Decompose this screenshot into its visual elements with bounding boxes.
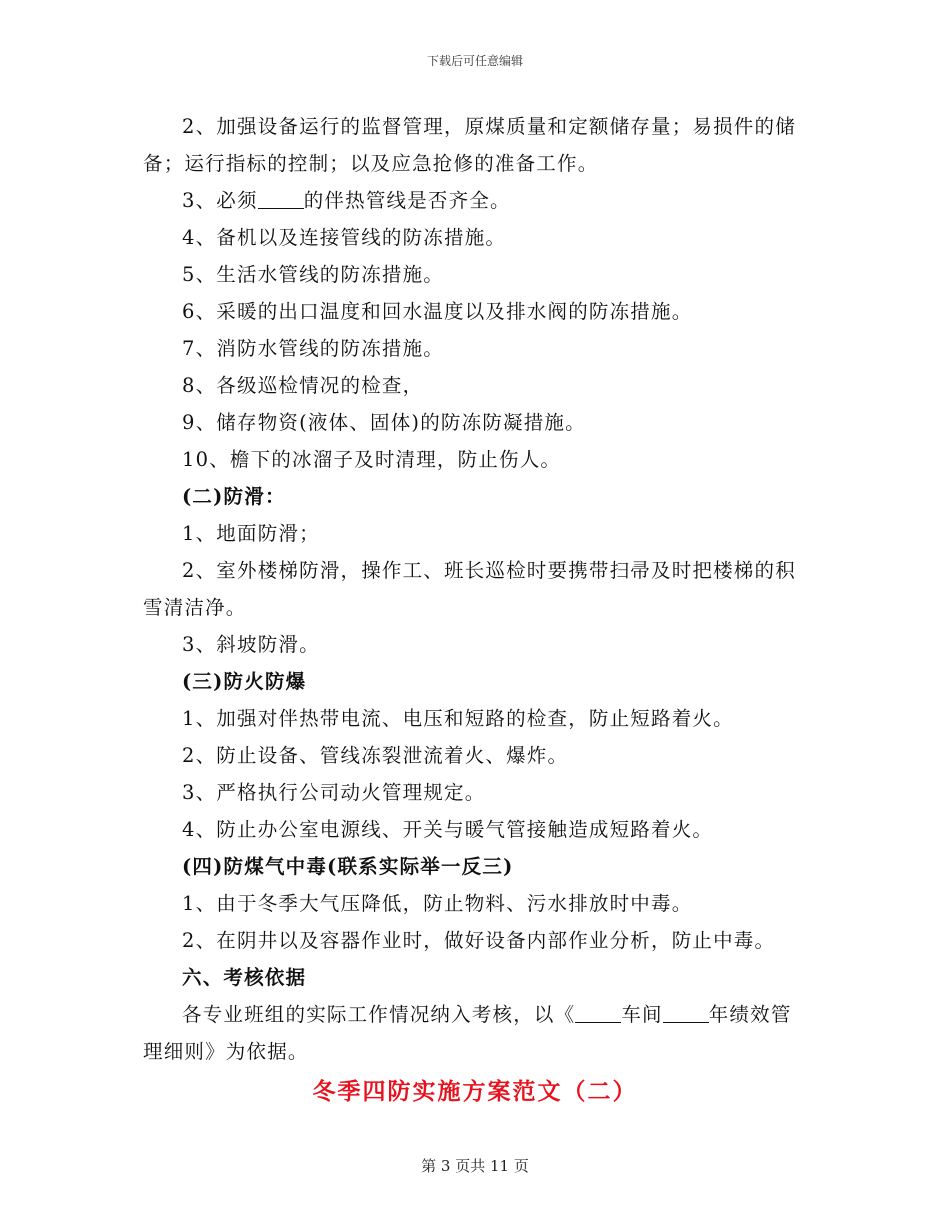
fill-in-blank [663,1002,709,1023]
section-heading-anti-slip: (二)防滑： [182,485,286,508]
paragraph-text: 的伴热管线是否齐全。 [303,189,511,212]
paragraph-item-4-standby: 4、备机以及连接管线的防冻措施。 [182,226,507,249]
paragraph-text: 3、必须 [182,189,258,212]
paragraph-item-5-water: 5、生活水管线的防冻措施。 [182,263,445,286]
paragraph-item-4-office: 4、防止办公室电源线、开关与暖气管接触造成短路着火。 [182,818,714,841]
page-footer: 第 3 页共 11 页 [421,1157,529,1175]
paragraph-item-2-equipment: 2、加强设备运行的监督管理，原煤质量和定额储存量；易损件的储备；运行指标的控制；以及应急抢修的准备工作。 [143,115,796,175]
fill-in-blank [575,1002,621,1023]
document-body [143,108,808,1070]
paragraph-item-2-leak: 2、防止设备、管线冻裂泄流着火、爆炸。 [182,744,569,767]
paragraph-assessment-basis [143,996,808,1070]
section-heading-fire: (三)防火防爆 [182,670,307,693]
paragraph-item-9-materials: 9、储存物资(液体、固体)的防冻防凝措施。 [182,411,586,434]
paragraph-text: 各专业班组的实际工作情况纳入考核，以《 [182,1003,576,1026]
fill-in-blank [258,188,304,209]
paragraph-item-7-fire-water: 7、消防水管线的防冻措施。 [182,337,445,360]
paragraph-item-3-slope: 3、斜坡防滑。 [182,633,320,656]
section-title: 冬季四防实施方案范文（二） [312,1078,638,1105]
paragraph-item-3-hot-work: 3、严格执行公司动火管理规定。 [182,781,486,804]
section-heading-gas: (四)防煤气中毒(联系实际举一反三) [182,855,514,878]
paragraph-item-2-confined: 2、在阴井以及容器作业时，做好设备内部作业分析，防止中毒。 [182,929,776,952]
paragraph-text: 车间 [621,1003,663,1026]
paragraph-item-2-stairs: 2、室外楼梯防滑，操作工、班长巡检时要携带扫帚及时把楼梯的积雪清洁净。 [143,559,796,619]
paragraph-item-6-heating: 6、采暖的出口温度和回水温度以及排水阀的防冻措施。 [182,300,693,323]
page-header: 下载后可任意编辑 [426,54,523,68]
paragraph-item-3-tracing [143,182,808,219]
paragraph-item-1-pressure: 1、由于冬季大气压降低，防止物料、污水排放时中毒。 [182,892,693,915]
paragraph-item-10-icicles: 10、檐下的冰溜子及时清理，防止伤人。 [182,448,562,471]
paragraph-text: 年绩效管理细则》为依据。 [143,1003,792,1063]
paragraph-item-1-floor: 1、地面防滑； [182,522,320,545]
paragraph-item-8-inspection: 8、各级巡检情况的检查， [182,374,424,397]
paragraph-item-1-heat-tracing: 1、加强对伴热带电流、电压和短路的检查，防止短路着火。 [182,707,734,730]
section-heading-assessment: 六、考核依据 [182,966,307,989]
